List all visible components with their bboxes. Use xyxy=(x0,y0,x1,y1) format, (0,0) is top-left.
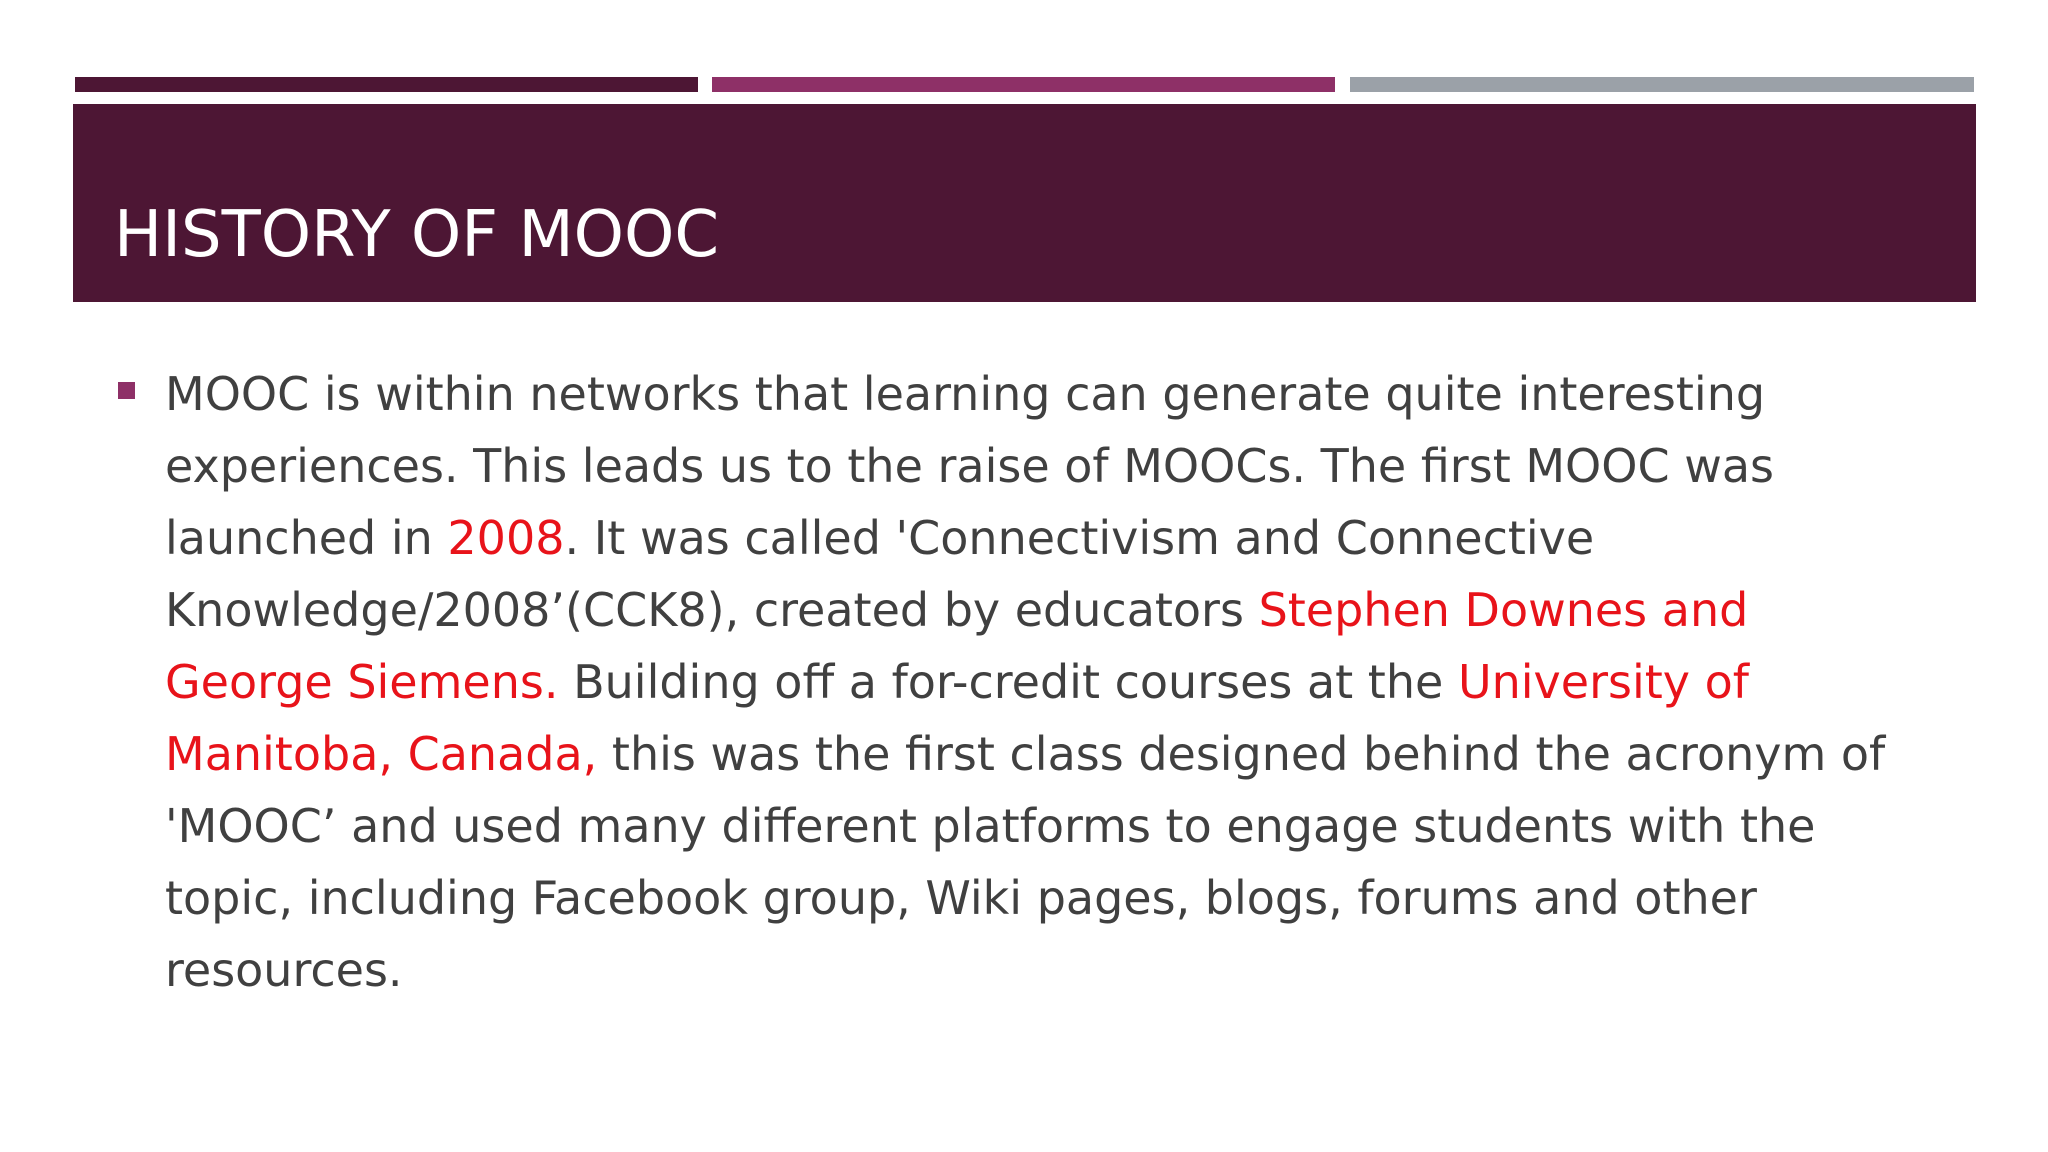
slide-title: HISTORY OF MOOC xyxy=(114,198,720,272)
accent-bar-magenta xyxy=(712,77,1335,92)
paragraph-line-4 xyxy=(165,574,1965,646)
paragraph-line-6 xyxy=(165,718,1965,790)
text-run: 'MOOC’ and used many different platforms to engage students with the xyxy=(165,799,1816,853)
text-run: topic, including Facebook group, Wiki pages, blogs, forums and other xyxy=(165,871,1757,925)
text-run: Knowledge/2008’(CCK8), created by educators xyxy=(165,583,1259,637)
bullet-paragraph xyxy=(165,358,1965,1006)
highlight-educators: Stephen Downes and xyxy=(1258,583,1749,637)
paragraph-line-1 xyxy=(165,358,1965,430)
accent-bar-gray xyxy=(1350,77,1974,92)
text-run: this was the first class designed behind the acronym of xyxy=(597,727,1886,781)
text-run: launched in xyxy=(165,511,448,565)
paragraph-line-3 xyxy=(165,502,1965,574)
highlight-year: 2008 xyxy=(447,511,565,565)
text-run: MOOC is within networks that learning can generate quite interesting xyxy=(165,367,1766,421)
bullet-square-icon xyxy=(118,382,135,399)
paragraph-line-7 xyxy=(165,790,1965,862)
text-run: resources. xyxy=(165,943,403,997)
highlight-university: University of xyxy=(1457,655,1749,709)
text-run: Building off a for-credit courses at the xyxy=(558,655,1458,709)
title-banner xyxy=(73,104,1976,302)
paragraph-line-2 xyxy=(165,430,1965,502)
paragraph-line-8 xyxy=(165,862,1965,934)
text-run: experiences. This leads us to the raise of MOOCs. The first MOOC was xyxy=(165,439,1774,493)
highlight-educators: George Siemens. xyxy=(165,655,559,709)
text-run: . It was called 'Connectivism and Connective xyxy=(564,511,1595,565)
highlight-university: Manitoba, Canada, xyxy=(165,727,598,781)
paragraph-line-5 xyxy=(165,646,1965,718)
accent-bar-dark xyxy=(75,77,698,92)
paragraph-line-9 xyxy=(165,934,1965,1006)
